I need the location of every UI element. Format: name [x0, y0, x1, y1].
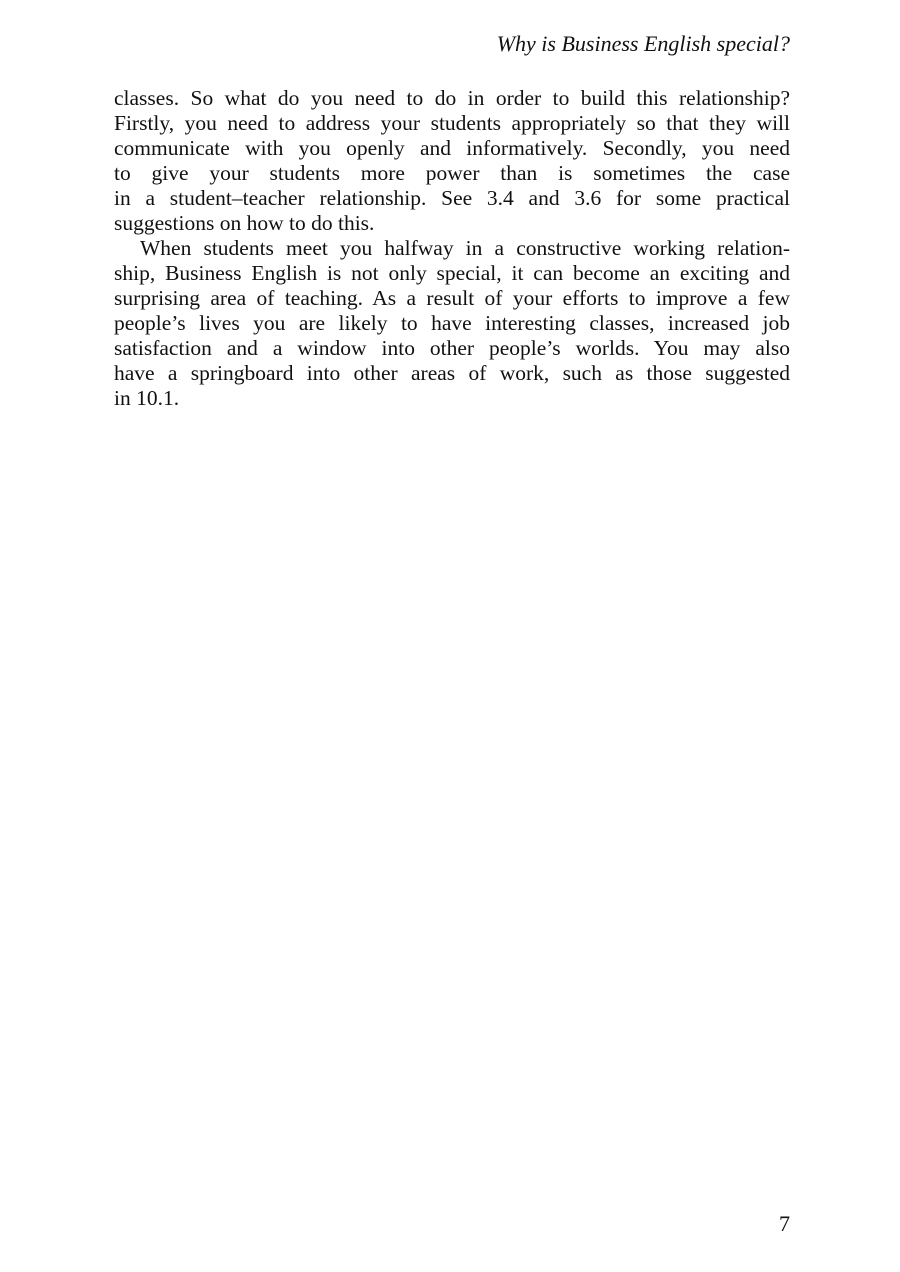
running-header: Why is Business English special? [496, 31, 790, 56]
text-line: to give your students more power than is sometimes the case [114, 161, 790, 185]
text-line: people’s lives you are likely to have interesting classes, increased job [114, 311, 790, 335]
text-line: When students meet you halfway in a constructive working relation- [140, 236, 790, 260]
page-number: 7 [779, 1211, 790, 1236]
text-line: suggestions on how to do this. [114, 211, 375, 235]
body-text [114, 86, 790, 411]
text-line: in a student–teacher relationship. See 3.4 and 3.6 for some practical [114, 186, 790, 210]
text-line: surprising area of teaching. As a result of your efforts to improve a few [114, 286, 790, 310]
text-line: in 10.1. [114, 386, 180, 410]
paragraph-2 [114, 236, 790, 411]
text-line: classes. So what do you need to do in order to build this relationship? [114, 86, 790, 110]
text-line: communicate with you openly and informatively. Secondly, you need [114, 136, 790, 160]
paragraph-1 [114, 86, 790, 236]
text-line: Firstly, you need to address your students appropriately so that they will [114, 111, 790, 135]
text-line: have a springboard into other areas of work, such as those suggested [114, 361, 790, 385]
text-line: ship, Business English is not only special, it can become an exciting and [114, 261, 790, 285]
text-line: satisfaction and a window into other people’s worlds. You may also [114, 336, 790, 360]
